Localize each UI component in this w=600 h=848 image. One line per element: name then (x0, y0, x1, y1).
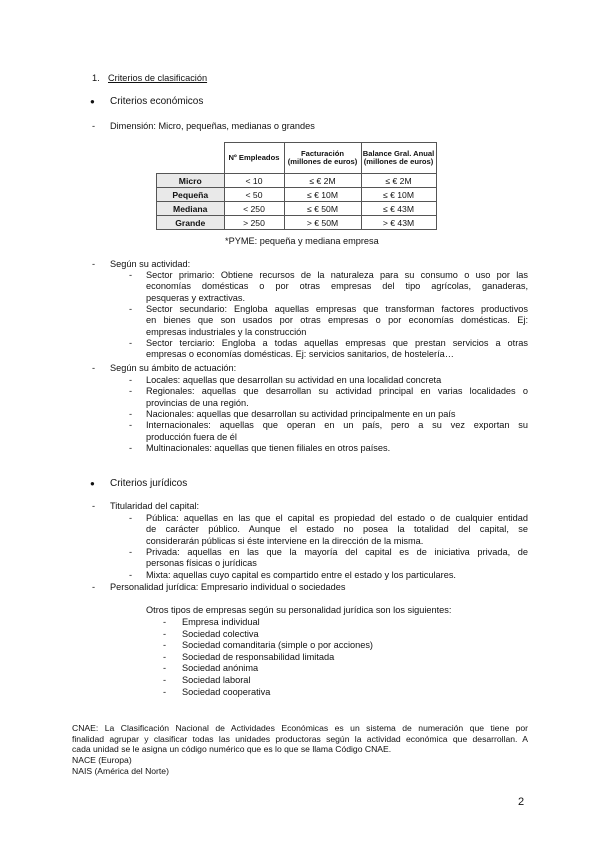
list-item: en bienes que son usados por otras empresas o por economías domésticas. Ej: (146, 315, 528, 326)
list-item: economías domésticas o por otras empresas del tipo agrícolas, ganaderas, (146, 281, 528, 292)
row-label: Mediana (157, 202, 225, 216)
list-item: Regionales: aquellas que desarrollan su actividad principal en varias localidades o (146, 386, 528, 397)
list-dash: - (129, 442, 133, 453)
list-dash: - (129, 420, 133, 431)
heading-number: 1. (92, 73, 100, 83)
list-item: Sociedad laboral (182, 675, 251, 685)
list-dash: - (163, 663, 167, 674)
cnae-line: cada unidad se le asigna un código numérico que es lo que se llama Código CNAE. (72, 744, 392, 755)
cell-balance: ≤ € 10M (361, 188, 436, 202)
list-dash: - (163, 675, 167, 685)
legal-criteria-title: Criterios jurídicos (110, 478, 188, 489)
list-item: empresas industriales y la construcción (146, 326, 307, 337)
list-item: Sector terciario: Engloba a todas aquellas empresas que prestan servicios a otras (146, 337, 528, 348)
cell-balance: ≤ € 43M (361, 202, 436, 216)
list-item: Locales: aquellas que desarrollan su actividad en una localidad concreta (146, 375, 442, 385)
page-number: 2 (518, 796, 525, 808)
list-dash: - (129, 569, 133, 580)
list-item: Multinacionales: aquellas que tienen filiales en otros países. (146, 442, 391, 453)
table-row (157, 188, 437, 202)
others-intro: Otros tipos de empresas según su personalidad jurídica son los siguientes: (146, 605, 452, 615)
list-item: empresas o economías domésticas. Ej: servicios sanitarios, de hostelería… (146, 349, 454, 360)
cell-employees: < 10 (224, 174, 284, 188)
list-item: personas físicas o jurídicas (146, 558, 257, 569)
table-row (157, 174, 437, 188)
personality-label: Personalidad jurídica: Empresario individual o sociedades (110, 582, 346, 592)
list-dash: - (163, 628, 167, 639)
list-item: Pública: aquellas en las que el capital es propiedad del estado o de cualquier entidad (146, 513, 528, 523)
bullet-icon: ● (90, 97, 95, 106)
table-header-employees: Nº Empleados (224, 143, 284, 174)
cell-turnover: ≤ € 10M (284, 188, 361, 202)
cell-employees: < 50 (224, 188, 284, 202)
cell-balance: ≤ € 2M (361, 174, 436, 188)
list-item: Sector primario: Obtiene recursos de la naturaleza para su consumo o uso por las (146, 270, 528, 280)
list-item: Sociedad cooperativa (182, 686, 271, 697)
list-item: Sociedad comanditaria (simple o por acciones) (182, 640, 373, 651)
table-row (157, 202, 437, 216)
list-item: Sector secundario: Engloba aquellas empresas que transforman factores productivos (146, 303, 528, 314)
table-corner (157, 143, 225, 174)
list-item: Internacionales: aquellas que operan en un país, pero a su vez exportan su (146, 420, 528, 431)
cell-employees: > 250 (224, 216, 284, 230)
list-dash: - (129, 337, 133, 348)
list-dash: - (163, 617, 167, 627)
row-label: Pequeña (157, 188, 225, 202)
table-note: *PYME: pequeña y mediana empresa (225, 236, 379, 246)
list-dash: - (129, 375, 133, 385)
list-dash: - (129, 408, 133, 419)
row-label: Micro (157, 174, 225, 188)
list-dash: - (163, 651, 167, 662)
list-item: provincias de una región. (146, 397, 249, 408)
cell-balance: > € 43M (361, 216, 436, 230)
nace-label: NACE (Europa) (72, 755, 132, 765)
cnae-line: CNAE: La Clasificación Nacional de Actividades Económicas es un sistema de numeración que tiene por (72, 723, 528, 733)
dimension-label: Dimensión: Micro, pequeñas, medianas o grandes (110, 121, 315, 131)
cell-turnover: > € 50M (284, 216, 361, 230)
list-item: Mixta: aquellas cuyo capital es compartido entre el estado y los particulares. (146, 569, 456, 580)
list-item: considerarán públicas si éste interviene en la dirección de la misma. (146, 535, 424, 546)
list-item: Nacionales: aquellas que desarrollan su actividad principalmente en un país (146, 408, 456, 419)
list-dash: - (129, 546, 133, 557)
table-header-turnover: Facturación (millones de euros) (284, 143, 361, 174)
ownership-label: Titularidad del capital: (110, 501, 200, 511)
classification-table (156, 142, 437, 230)
nais-label: NAIS (América del Norte) (72, 766, 169, 776)
table-header-balance: Balance Gral. Anual (millones de euros) (361, 143, 436, 174)
heading-title: Criterios de clasificación (108, 73, 208, 83)
bullet-icon: ● (90, 479, 95, 488)
list-dash: - (129, 270, 133, 280)
cnae-line: finalidad agrupar y clasificar todas las unidades productoras según la actividad económica que desarrollan. A (72, 733, 528, 744)
list-dash: - (129, 386, 133, 397)
row-label: Grande (157, 216, 225, 230)
list-item: Empresa individual (182, 617, 260, 627)
list-dash: - (163, 686, 167, 697)
list-dash: - (163, 640, 167, 651)
cell-turnover: ≤ € 50M (284, 202, 361, 216)
scope-label: Según su ámbito de actuación: (110, 363, 237, 373)
list-item: Sociedad de responsabilidad limitada (182, 651, 335, 662)
dash: - (92, 259, 96, 269)
dash: - (92, 501, 96, 511)
table-row (157, 216, 437, 230)
list-item: producción fuera de él (146, 431, 237, 442)
list-item: pesqueras y extractivas. (146, 292, 246, 303)
economic-criteria-title: Criterios económicos (110, 96, 204, 107)
cell-turnover: ≤ € 2M (284, 174, 361, 188)
dash: - (92, 121, 96, 131)
list-item: Sociedad colectiva (182, 628, 259, 639)
dash: - (92, 582, 96, 592)
cell-employees: < 250 (224, 202, 284, 216)
dash: - (92, 363, 96, 373)
list-item: de carácter público. Aunque el estado no posea la totalidad del capital, se (146, 524, 528, 535)
list-item: Sociedad anónima (182, 663, 259, 674)
list-dash: - (129, 513, 133, 523)
list-dash: - (129, 303, 133, 314)
list-item: Privada: aquellas en las que la mayoría del capital es de iniciativa privada, de (146, 546, 528, 557)
activity-label: Según su actividad: (110, 259, 191, 269)
